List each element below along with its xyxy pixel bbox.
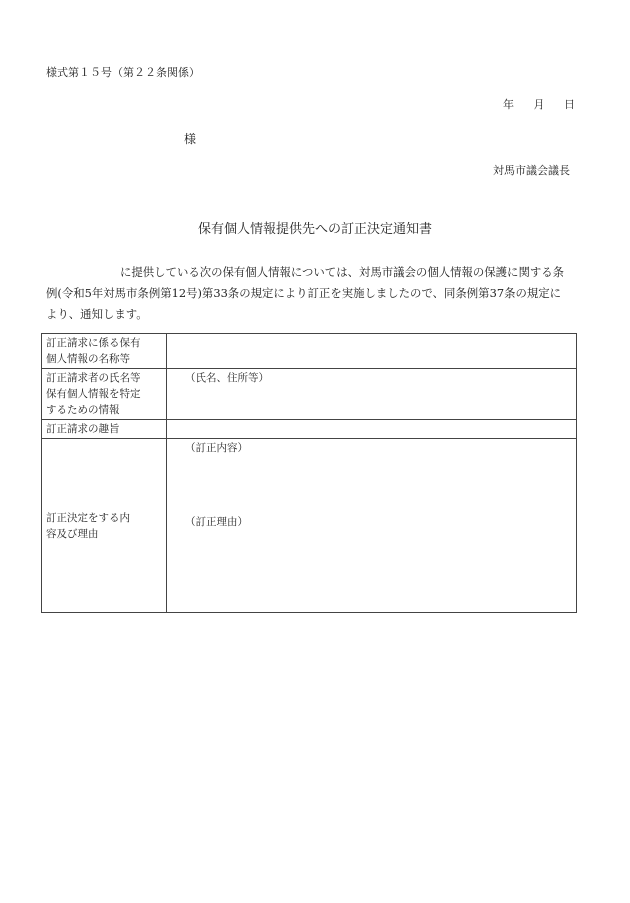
correction-reason-label: （訂正理由） (185, 516, 248, 528)
table-row (42, 334, 577, 369)
date-year: 年 (503, 98, 515, 111)
document-title: 保有個人情報提供先への訂正決定通知書 (197, 222, 432, 237)
table-row (42, 420, 577, 439)
correction-content-label: （訂正内容） (185, 442, 248, 454)
table-row (42, 439, 577, 613)
body-paragraph (46, 262, 586, 325)
date-month: 月 (533, 98, 546, 111)
body-line: より、通知します。 (46, 307, 148, 321)
addressee: 様 (184, 132, 197, 146)
sender: 対馬市議会議長 (493, 164, 570, 177)
request-purpose-label: 訂正請求の趣旨 (42, 420, 167, 439)
body-line: に提供している次の保有個人情報については、対馬市議会の個人情報の保護に関する条 (120, 265, 565, 279)
requester-info-label: 訂正請求者の氏名等 保有個人情報を特定 するための情報 (42, 369, 167, 420)
decision-label: 訂正決定をする内 容及び理由 (42, 439, 167, 613)
notification-table (41, 333, 577, 613)
requester-info-value: （氏名、住所等） (167, 369, 577, 420)
record-name-label: 訂正請求に係る保有 個人情報の名称等 (42, 334, 167, 369)
request-purpose-value (167, 420, 577, 439)
body-line: 例(令和5年対馬市条例第12号)第33条の規定により訂正を実施しましたので、同条例第37条の規定に (46, 286, 562, 300)
decision-value (167, 439, 577, 613)
table-row (42, 369, 577, 420)
date-day: 日 (564, 98, 576, 111)
date-line (489, 96, 576, 112)
record-name-value (167, 334, 577, 369)
form-number: 様式第１５号（第２２条関係） (46, 66, 200, 79)
